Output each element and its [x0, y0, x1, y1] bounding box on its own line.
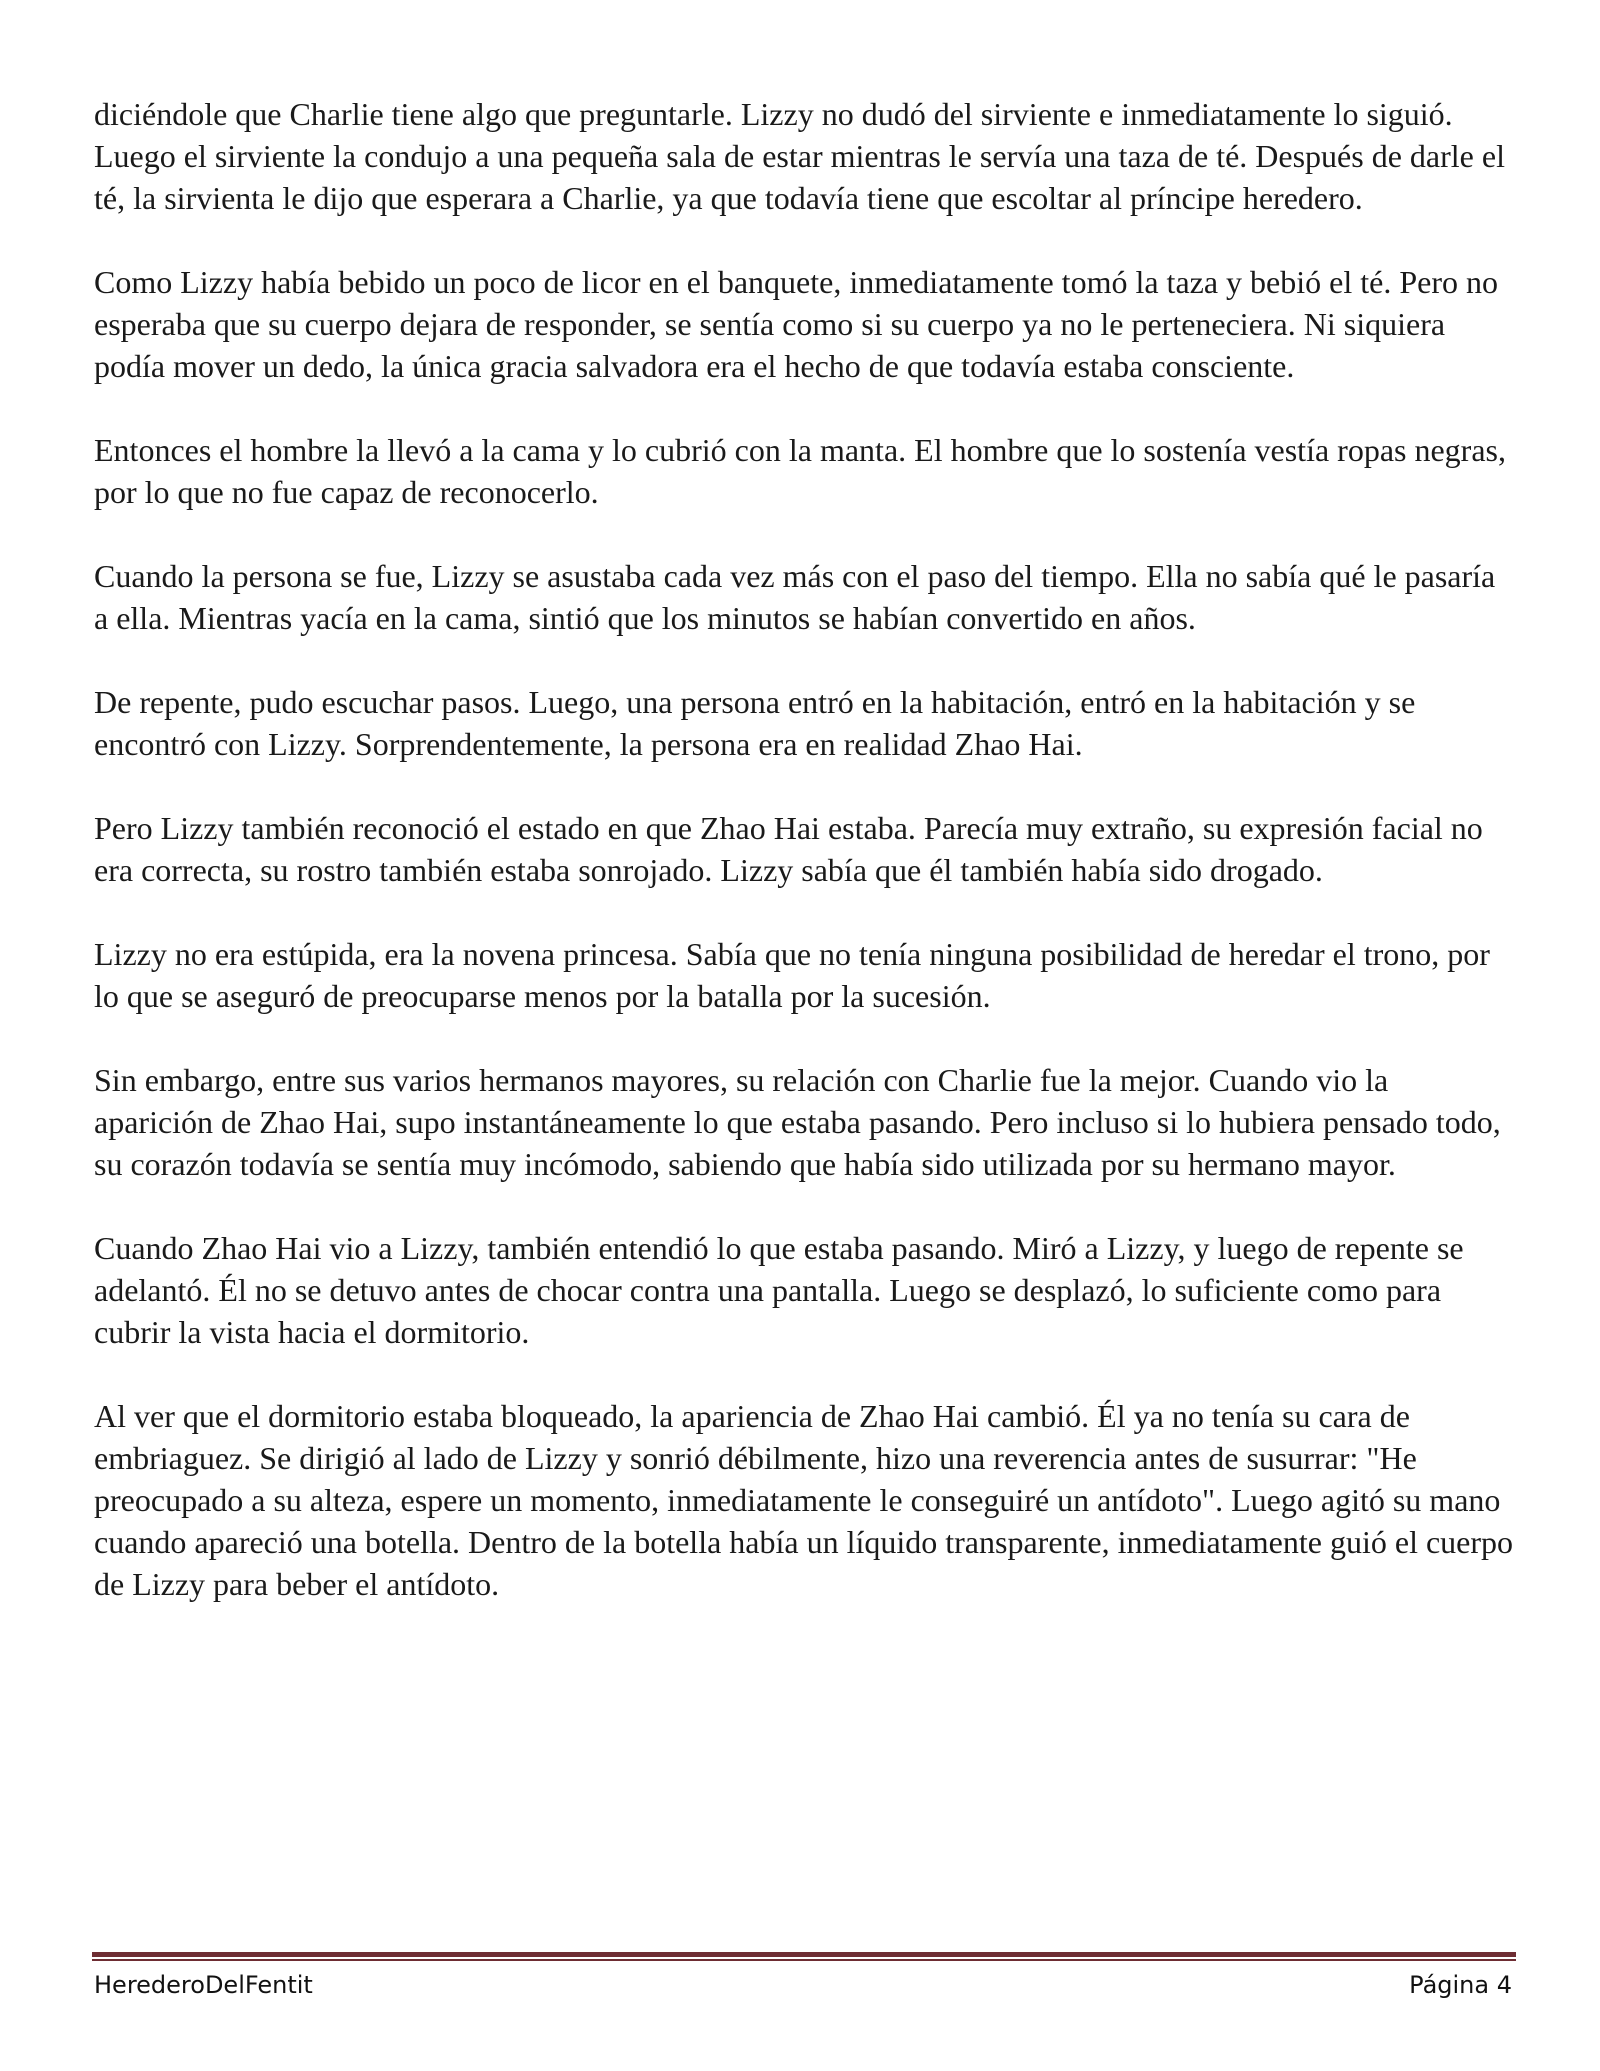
paragraph: Sin embargo, entre sus varios hermanos mayores, su relación con Charlie fue la mejor. Cuando vio la aparición de Zhao Hai, supo instantáneamente lo que estaba pasando. Pero incluso si lo hubiera pensado todo, su corazón todavía se sentía muy incómodo, sabiendo que había sido utilizada por su hermano mayor. — [94, 1062, 1501, 1182]
paragraph: Cuando Zhao Hai vio a Lizzy, también entendió lo que estaba pasando. Miró a Lizzy, y luego de repente se adelantó. Él no se detuvo antes de chocar contra una pantalla. Luego se desplazó, lo suficiente como para cubrir la vista hacia el dormitorio. — [94, 1230, 1464, 1350]
footer-author: HerederoDelFentit — [94, 1971, 313, 1999]
paragraph: Cuando la persona se fue, Lizzy se asustaba cada vez más con el paso del tiempo. Ella no sabía qué le pasaría a ella. Mientras yacía en la cama, sintió que los minutos se habían convertido en años. — [94, 558, 1496, 636]
paragraph: Como Lizzy había bebido un poco de licor en el banquete, inmediatamente tomó la taza y bebió el té. Pero no esperaba que su cuerpo dejara de responder, se sentía como si su cuerpo ya no le perteneciera. Ni siquiera podía mover un dedo, la única gracia salvadora era el hecho de que todavía estaba consciente. — [94, 264, 1498, 384]
footer-divider — [92, 1952, 1516, 1961]
footer-page-number: Página 4 — [1409, 1971, 1512, 1999]
footer-divider-thick-line — [92, 1952, 1516, 1957]
paragraph: Entonces el hombre la llevó a la cama y lo cubrió con la manta. El hombre que lo sostenía vestía ropas negras, por lo que no fue capaz de reconocerlo. — [94, 432, 1506, 510]
paragraph: Lizzy no era estúpida, era la novena princesa. Sabía que no tenía ninguna posibilidad de heredar el trono, por lo que se aseguró de preocuparse menos por la batalla por la sucesión. — [94, 936, 1490, 1014]
body-text — [94, 93, 1514, 1605]
paragraph: De repente, pudo escuchar pasos. Luego, una persona entró en la habitación, entró en la habitación y se encontró con Lizzy. Sorprendentemente, la persona era en realidad Zhao Hai. — [94, 684, 1416, 762]
paragraph: diciéndole que Charlie tiene algo que preguntarle. Lizzy no dudó del sirviente e inmediatamente lo siguió. Luego el sirviente la condujo a una pequeña sala de estar mientras le servía una taza de té. Después de darle el té, la sirvienta le dijo que esperara a Charlie, ya que todavía tiene que escoltar al príncipe heredero. — [94, 96, 1505, 216]
paragraph: Pero Lizzy también reconoció el estado en que Zhao Hai estaba. Parecía muy extraño, su expresión facial no era correcta, su rostro también estaba sonrojado. Lizzy sabía que él también había sido drogado. — [94, 810, 1483, 888]
footer-divider-thin-line — [92, 1959, 1516, 1961]
paragraph: Al ver que el dormitorio estaba bloqueado, la apariencia de Zhao Hai cambió. Él ya no tenía su cara de embriaguez. Se dirigió al lado de Lizzy y sonrió débilmente, hizo una reverencia antes de susurrar: "He preocupado a su alteza, espere un momento, inmediatamente le conseguiré un antídoto". Luego agitó su mano cuando apareció una botella. Dentro de la botella había un líquido transparente, inmediatamente guió el cuerpo de Lizzy para beber el antídoto. — [94, 1398, 1514, 1602]
